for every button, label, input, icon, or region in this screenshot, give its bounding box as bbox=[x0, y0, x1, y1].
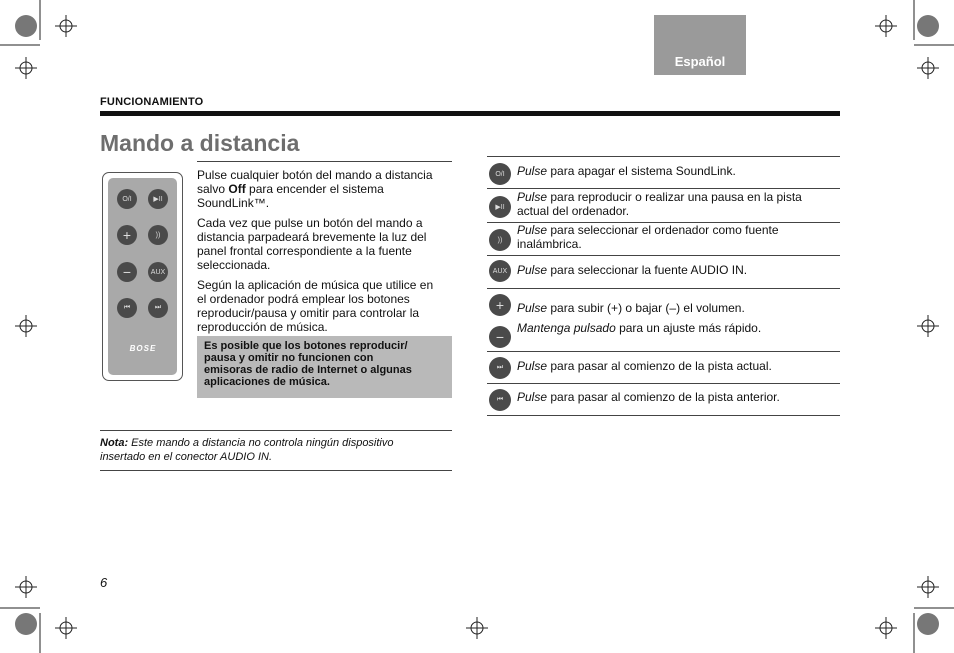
play-pause-icon: ▶II bbox=[148, 189, 168, 209]
table-row-text: Pulse para seleccionar la fuente AUDIO IN. bbox=[517, 263, 748, 277]
previous-track-icon: ⏮ bbox=[489, 389, 511, 411]
table-row-text: Pulse para pasar al comienzo de la pista actual. bbox=[517, 359, 772, 373]
row-divider bbox=[487, 255, 840, 256]
row-divider bbox=[487, 383, 840, 384]
row-divider bbox=[487, 415, 840, 416]
note: Nota: Este mando a distancia no controla ningún dispositivo insertado en el conector AUDIO IN. bbox=[100, 437, 394, 463]
divider bbox=[100, 470, 452, 471]
next-track-icon: ⏭ bbox=[489, 357, 511, 379]
volume-down-icon: − bbox=[489, 326, 511, 348]
paragraph-2: Cada vez que pulse un botón del mando a distancia parpadeará brevemente la luz del panel frontal correspondiente a la fuente seleccionada. bbox=[197, 216, 427, 272]
volume-up-icon: + bbox=[489, 294, 511, 316]
power-icon: O/I bbox=[489, 163, 511, 185]
remote-illustration bbox=[102, 172, 183, 381]
table-row-text: Pulse para reproducir o realizar una pausa en la pista actual del ordenador. bbox=[517, 190, 802, 218]
table-row-text: Mantenga pulsado para un ajuste más rápido. bbox=[517, 321, 762, 335]
row-divider bbox=[487, 351, 840, 352]
previous-track-icon: ⏮ bbox=[117, 298, 137, 318]
language-tab: Español bbox=[654, 15, 746, 75]
header-rule bbox=[100, 111, 840, 116]
bluetooth-source-icon: )) bbox=[489, 229, 511, 251]
table-row-text: Pulse para seleccionar el ordenador como fuente inalámbrica. bbox=[517, 223, 779, 251]
table-row-text: Pulse para pasar al comienzo de la pista anterior. bbox=[517, 390, 780, 404]
note-label: Nota: bbox=[100, 437, 129, 449]
table-row-text: Pulse para apagar el sistema SoundLink. bbox=[517, 164, 736, 178]
bose-logo: BOSE bbox=[129, 344, 157, 353]
divider bbox=[197, 161, 452, 162]
row-divider bbox=[487, 156, 840, 157]
off-keyword: Off bbox=[228, 182, 246, 196]
play-pause-icon: ▶II bbox=[489, 196, 511, 218]
power-icon: O/I bbox=[117, 189, 137, 209]
volume-down-icon: − bbox=[117, 262, 137, 282]
paragraph-3: Según la aplicación de música que utilice en el ordenador podrá emplear los botones reproducir/pausa y omitir para controlar la reproducción de música. bbox=[197, 278, 434, 334]
table-row-text: Pulse para subir (+) o bajar (–) el volumen. bbox=[517, 301, 745, 315]
aux-icon: AUX bbox=[148, 262, 168, 282]
bluetooth-source-icon: )) bbox=[148, 225, 168, 245]
remote-body bbox=[108, 178, 177, 375]
volume-up-icon: + bbox=[117, 225, 137, 245]
row-divider bbox=[487, 288, 840, 289]
callout-box: Es posible que los botones reproducir/ pausa y omitir no funcionen con emisoras de radio de Internet o algunas aplicaciones de música. bbox=[197, 336, 452, 398]
next-track-icon: ⏭ bbox=[148, 298, 168, 318]
page-number: 6 bbox=[100, 575, 108, 590]
paragraph-1: Pulse cualquier botón del mando a distancia salvo Off para encender el sistema SoundLink™. bbox=[197, 168, 433, 210]
row-divider bbox=[487, 188, 840, 189]
section-heading: FUNCIONAMIENTO bbox=[100, 96, 204, 108]
aux-icon: AUX bbox=[489, 260, 511, 282]
page-title: Mando a distancia bbox=[100, 130, 300, 156]
divider bbox=[100, 430, 452, 431]
